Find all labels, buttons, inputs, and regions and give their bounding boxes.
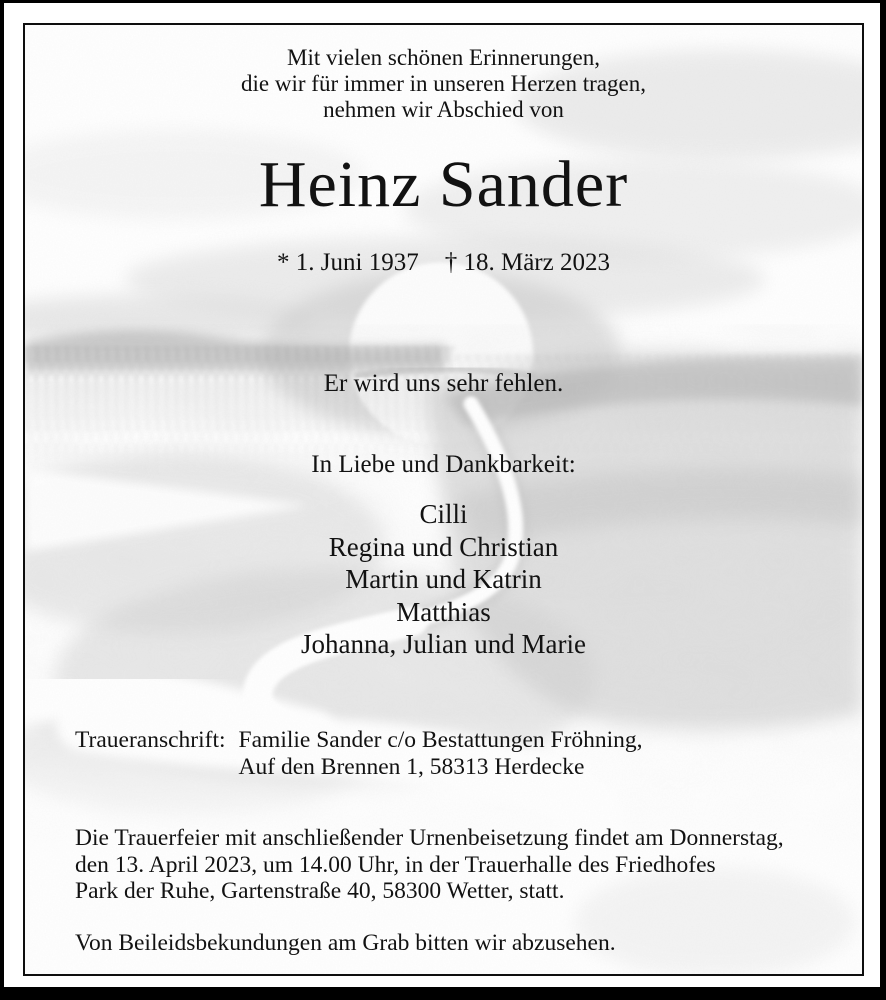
mourner-name: Matthias <box>396 596 491 627</box>
mourner-name: Johanna, Julian und Marie <box>301 629 586 659</box>
mourners-list <box>25 498 862 661</box>
intro-line: die wir für immer in unseren Herzen tragen, <box>241 71 646 96</box>
farewell-text: Er wird uns sehr fehlen. <box>323 370 564 397</box>
address-lines <box>239 727 832 781</box>
ceremony-line: den 13. April 2023, um 14.00 Uhr, in der Trauerhalle des Friedhofes <box>75 851 716 878</box>
ceremony-line: Die Trauerfeier mit anschließender Urnenbeisetzung findet am Donnerstag, <box>75 825 784 851</box>
obituary-card <box>23 23 864 976</box>
intro-line: Mit vielen schönen Erinnerungen, <box>287 45 600 70</box>
ceremony-line: Park der Ruhe, Gartenstraße 40, 58300 Wetter, statt. <box>75 878 565 904</box>
intro-text <box>25 45 862 123</box>
life-dates <box>25 249 862 277</box>
birth-date: * 1. Juni 1937 <box>277 249 419 276</box>
mourning-address <box>75 727 832 781</box>
ceremony-info <box>75 825 842 905</box>
mourner-name: Martin und Katrin <box>345 564 542 594</box>
intro-line: nehmen wir Abschied von <box>323 97 564 122</box>
condolence-note: Von Beileidsbekundungen am Grab bitten wir abzusehen. <box>75 930 616 956</box>
address-line: Familie Sander c/o Bestattungen Fröhning, <box>238 727 643 753</box>
address-label: Traueranschrift: <box>75 727 226 753</box>
closing-text: In Liebe und Dankbarkeit: <box>311 451 576 478</box>
mourner-name: Regina und Christian <box>328 531 559 562</box>
deceased-name: Heinz Sander <box>258 148 629 221</box>
address-line: Auf den Brennen 1, 58313 Herdecke <box>238 754 585 780</box>
paper-mat <box>4 3 880 987</box>
death-date: † 18. März 2023 <box>444 249 610 276</box>
mourner-name: Cilli <box>419 499 468 529</box>
